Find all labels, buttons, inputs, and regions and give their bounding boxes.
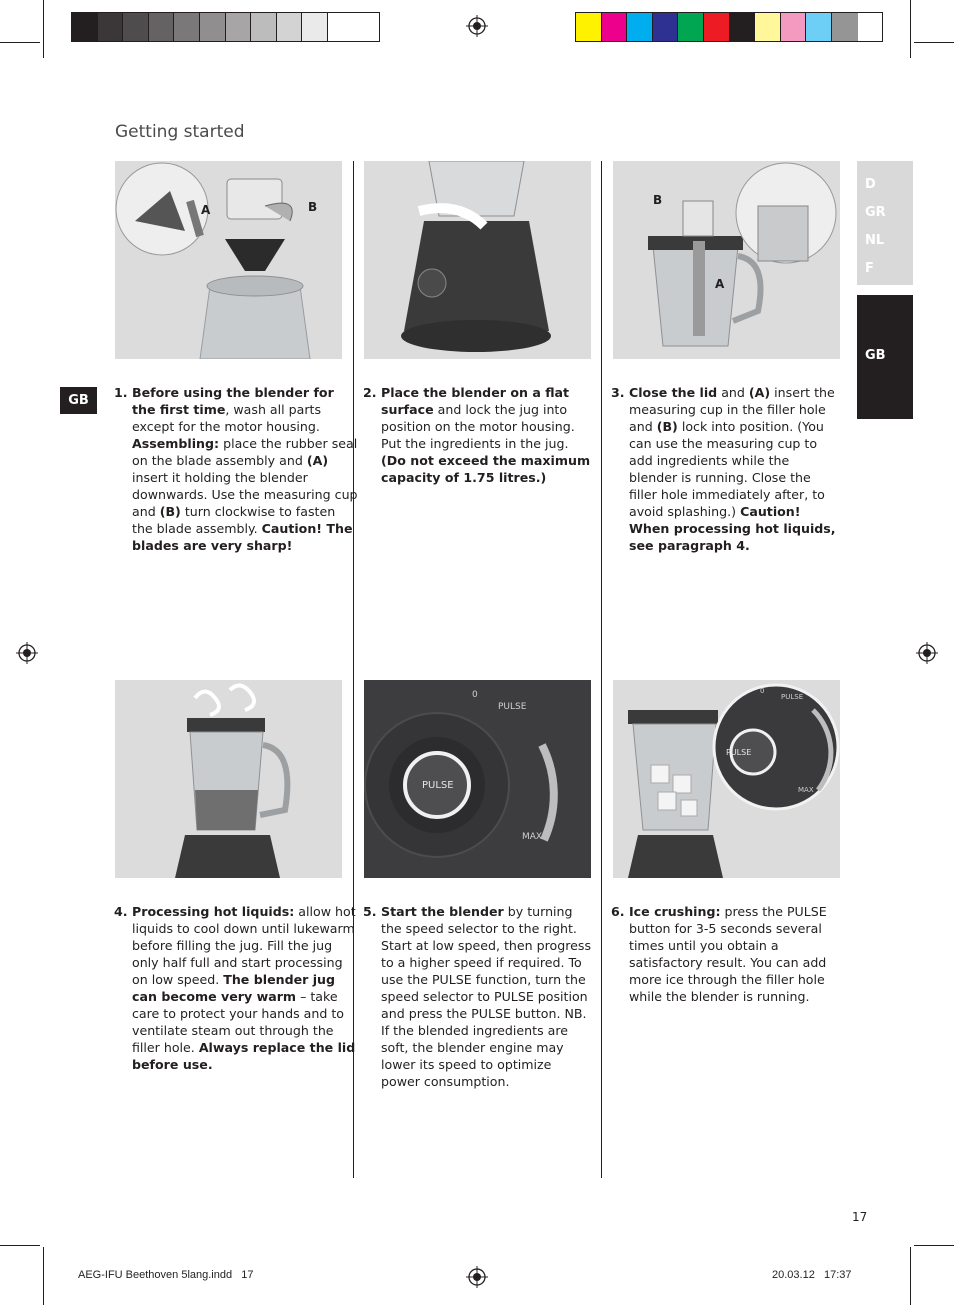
crop-mark xyxy=(910,0,911,58)
speed-dial-illustration xyxy=(364,680,591,878)
callout-b: B xyxy=(653,193,663,207)
step-text-segment: , wash all parts except for the motor housing. xyxy=(132,402,322,434)
step-text-segment: and lock the jug into position on the motor housing. Put the ingredients in the jug. xyxy=(381,402,575,451)
color-swatch xyxy=(730,13,756,41)
column-divider xyxy=(601,161,602,1178)
step-text xyxy=(629,903,834,1005)
step-text-segment: Place the blender on a flat surface xyxy=(381,385,570,417)
language-tabs xyxy=(857,161,913,285)
footer-file-info: AEG-IFU Beethoven 5lang.indd 17 xyxy=(78,1269,254,1281)
registration-mark-icon xyxy=(466,15,488,37)
blade-assembly-illustration xyxy=(115,161,342,359)
step-text-segment: Processing hot liquids: xyxy=(132,904,295,919)
step-number: 1. xyxy=(114,385,128,400)
color-swatch xyxy=(653,13,679,41)
dial-label-pulse: PULSE xyxy=(781,693,804,701)
crop-mark xyxy=(914,42,954,43)
page-number: 17 xyxy=(852,1210,868,1224)
hot-liquid-jug-illustration xyxy=(115,680,342,878)
color-swatch xyxy=(755,13,781,41)
step-5 xyxy=(363,903,593,1090)
step-text xyxy=(132,903,358,1073)
pulse-button-label: PULSE xyxy=(726,748,752,757)
gray-swatch xyxy=(277,13,303,41)
step-text-segment: (B) xyxy=(159,504,181,519)
step-text-segment: The blender jug can become very warm xyxy=(132,972,336,1004)
gray-swatch xyxy=(98,13,124,41)
step-text-segment: (A) xyxy=(748,385,771,400)
crop-mark xyxy=(0,42,40,43)
step-3 xyxy=(611,384,839,554)
step-number: 6. xyxy=(611,904,625,919)
ice-crushing-illustration xyxy=(613,680,840,878)
lid-measuring-cup-illustration xyxy=(613,161,840,359)
step-text-segment: Always replace the lid before use. xyxy=(132,1040,356,1072)
step-text xyxy=(381,903,593,1090)
step-text-segment: insert it holding the blender downwards. Use the measuring cup and xyxy=(132,470,358,519)
gray-swatch xyxy=(302,13,328,41)
gray-swatch xyxy=(226,13,252,41)
dial-label-max: MAX xyxy=(798,786,814,794)
step-1 xyxy=(114,384,358,554)
crop-mark xyxy=(910,1247,911,1305)
step-text-segment: insert the measuring cup in the filler hole and xyxy=(629,385,835,434)
crop-mark xyxy=(43,0,44,58)
step-text-segment: (A) xyxy=(306,453,329,468)
step-number: 3. xyxy=(611,385,625,400)
step-text-segment: Assembling: xyxy=(132,436,220,451)
step-text-segment: and xyxy=(717,385,749,400)
step-text-segment: turn clockwise to fasten the blade assembly. xyxy=(132,504,336,536)
dial-label-zero: 0 xyxy=(760,687,765,695)
gray-swatch xyxy=(200,13,226,41)
step-text-segment: lock into position. (You can use the measuring cup to add ingredients while the blender is running. Close the filler hole immediately after, to avoid splashing.) xyxy=(629,419,825,519)
color-swatch xyxy=(806,13,832,41)
step-text xyxy=(381,384,593,486)
color-bar xyxy=(575,12,883,42)
callout-a: A xyxy=(715,277,725,291)
gray-swatch xyxy=(328,13,354,41)
step-text-segment: Start the blender xyxy=(381,904,504,919)
crop-mark xyxy=(43,1247,44,1305)
step-4 xyxy=(114,903,358,1073)
step-number: 2. xyxy=(363,385,377,400)
step-number: 5. xyxy=(363,904,377,919)
grayscale-bar xyxy=(71,12,380,42)
step-text-segment: Before using the blender for the first time xyxy=(132,385,334,417)
footer-timestamp: 20.03.12 17:37 xyxy=(772,1269,852,1281)
gray-swatch xyxy=(251,13,277,41)
gray-swatch xyxy=(123,13,149,41)
gray-swatch xyxy=(149,13,175,41)
color-swatch xyxy=(678,13,704,41)
gray-swatch xyxy=(174,13,200,41)
color-swatch xyxy=(781,13,807,41)
section-badge: GB xyxy=(60,387,97,414)
registration-mark-icon xyxy=(466,1266,488,1288)
step-text-segment: by turning the speed selector to the right. Start at low speed, then progress to a higher speed if required. To use the PULSE function, turn the speed selector to PULSE position and press the PULSE button. NB. If the blended ingredients are soft, the blender engine may lower its speed to optimize power consumption. xyxy=(381,904,592,1089)
step-text-segment: Ice crushing: xyxy=(629,904,721,919)
lang-tab-gb-label: GB xyxy=(865,348,886,363)
color-swatch xyxy=(832,13,858,41)
registration-mark-icon xyxy=(16,642,38,664)
lang-tab-gr[interactable]: GR xyxy=(865,205,886,220)
page-title: Getting started xyxy=(115,122,245,142)
step-2 xyxy=(363,384,593,486)
color-swatch xyxy=(602,13,628,41)
step-text-segment: allow hot liquids to cool down until lukewarm before filling the jug. Fill the jug only half full and start processing on low speed. xyxy=(132,904,356,987)
step-text-segment: Caution! The blades are very sharp! xyxy=(132,521,353,553)
step-text-segment: press the PULSE button for 3-5 seconds several times until you obtain a satisfactory result. You can add more ice through the filler hole while the blender is running. xyxy=(629,904,827,1004)
color-swatch xyxy=(627,13,653,41)
dial-label-pulse: PULSE xyxy=(498,702,527,712)
color-swatch xyxy=(576,13,602,41)
step-number: 4. xyxy=(114,904,128,919)
step-6 xyxy=(611,903,834,1005)
step-text-segment: – take care to protect your hands and to ventilate steam out through the filler hole. xyxy=(132,989,344,1055)
dial-label-zero: 0 xyxy=(472,690,478,700)
registration-mark-icon xyxy=(916,642,938,664)
step-text-segment: (B) xyxy=(656,419,678,434)
crop-mark xyxy=(0,1245,40,1246)
callout-b: B xyxy=(308,200,318,214)
blender-base-illustration xyxy=(364,161,591,359)
step-text-segment: Caution! When processing hot liquids, see paragraph 4. xyxy=(629,504,836,553)
pulse-button-label: PULSE xyxy=(422,780,454,791)
callout-a: A xyxy=(201,203,211,217)
step-text-segment: (Do not exceed the maximum capacity of 1.75 litres.) xyxy=(381,453,591,485)
color-swatch xyxy=(704,13,730,41)
lang-tab-nl[interactable]: NL xyxy=(865,233,885,248)
step-text xyxy=(132,384,358,554)
lang-tab-d[interactable]: D xyxy=(865,177,876,192)
dial-label-max: MAX xyxy=(522,832,543,842)
step-text xyxy=(629,384,839,554)
step-text-segment: place the rubber seal on the blade assembly and xyxy=(132,436,358,468)
lang-tab-f[interactable]: F xyxy=(865,261,874,276)
lang-tab-gb-active[interactable] xyxy=(857,295,913,419)
gray-swatch xyxy=(72,13,98,41)
step-text-segment: Close the lid xyxy=(629,385,718,400)
crop-mark xyxy=(914,1245,954,1246)
